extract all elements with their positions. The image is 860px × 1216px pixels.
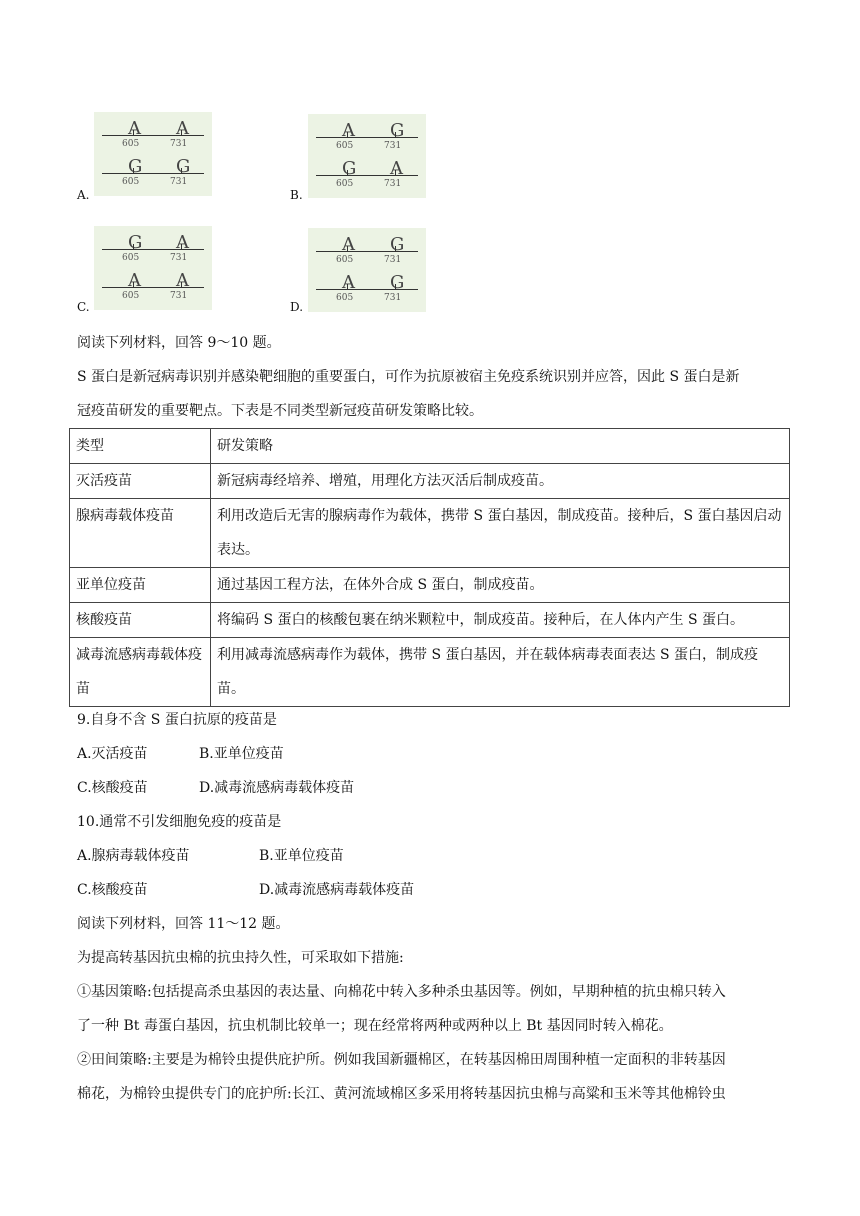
reading-instruction: 阅读下列材料，回答 11～12 题。 — [77, 916, 290, 932]
option-a-letter: A. — [77, 188, 90, 202]
position-label: 731 — [170, 291, 188, 301]
position-label: 731 — [384, 141, 402, 151]
material-text: ①基因策略:包括提高杀虫基因的表达量、向棉花中转入多种杀虫基因等。例如，早期种植的抗虫棉只转入 — [77, 984, 726, 1000]
table-row — [70, 499, 790, 568]
allele-base: A — [128, 118, 141, 139]
position-label: 605 — [336, 179, 354, 189]
option-b-letter: B. — [290, 188, 303, 202]
vaccine-strategy: 新冠病毒经培养、增殖，用理化方法灭活后制成疫苗。 — [211, 464, 790, 499]
table-header: 类型 — [70, 429, 211, 464]
reading-instruction: 阅读下列材料，回答 9～10 题。 — [77, 335, 281, 351]
vaccine-strategy: 利用改造后无害的腺病毒作为载体，携带 S 蛋白基因，制成疫苗。接种后，S 蛋白基因启动表达。 — [211, 499, 790, 568]
table-header-row — [70, 429, 790, 464]
question-9-option-c: C.核酸疫苗 — [77, 780, 148, 796]
table-row — [70, 464, 790, 499]
vaccine-strategy: 将编码 S 蛋白的核酸包裹在纳米颗粒中，制成疫苗。接种后，在人体内产生 S 蛋白。 — [211, 603, 790, 638]
table-row — [70, 638, 790, 707]
allele-base: A — [176, 232, 189, 253]
material-text: S 蛋白是新冠病毒识别并感染靶细胞的重要蛋白，可作为抗原被宿主免疫系统识别并应答，因此 S 蛋白是新 — [77, 369, 740, 385]
table-row — [70, 568, 790, 603]
material-text: 棉花，为棉铃虫提供专门的庇护所:长江、黄河流域棉区多采用将转基因抗虫棉与高粱和玉米等其他棉铃虫 — [77, 1086, 726, 1102]
option-d-letter: D. — [290, 300, 304, 314]
allele-diagram-d — [308, 228, 426, 312]
position-label: 731 — [170, 253, 188, 263]
allele-base: A — [390, 158, 403, 179]
position-label: 731 — [170, 177, 188, 187]
vaccine-type: 亚单位疫苗 — [70, 568, 211, 603]
position-label: 605 — [336, 141, 354, 151]
table-header: 研发策略 — [211, 429, 790, 464]
material-text: ②田间策略:主要是为棉铃虫提供庇护所。例如我国新疆棉区，在转基因棉田周围种植一定面积的非转基因 — [77, 1052, 726, 1068]
allele-base: A — [176, 270, 189, 291]
position-label: 731 — [384, 293, 402, 303]
material-text: 了一种 Bt 毒蛋白基因，抗虫机制比较单一；现在经常将两种或两种以上 Bt 基因同时转入棉花。 — [77, 1018, 673, 1034]
allele-base: G — [176, 156, 191, 177]
material-text: 为提高转基因抗虫棉的抗虫持久性，可采取如下措施: — [77, 950, 404, 966]
vaccine-type: 核酸疫苗 — [70, 603, 211, 638]
question-10-stem: 10.通常不引发细胞免疫的疫苗是 — [77, 814, 282, 830]
position-label: 605 — [336, 255, 354, 265]
position-label: 605 — [122, 139, 140, 149]
position-label: 605 — [122, 253, 140, 263]
material-text: 冠疫苗研发的重要靶点。下表是不同类型新冠疫苗研发策略比较。 — [77, 403, 483, 419]
question-9-option-d: D.减毒流感病毒载体疫苗 — [199, 780, 355, 796]
question-10-option-a: A.腺病毒载体疫苗 — [77, 848, 190, 864]
allele-base: G — [342, 158, 357, 179]
allele-base: G — [390, 272, 405, 293]
allele-base: A — [342, 120, 355, 141]
vaccine-type: 腺病毒载体疫苗 — [70, 499, 211, 568]
allele-base: A — [176, 118, 189, 139]
allele-diagram-c — [94, 226, 212, 310]
question-9-option-b: B.亚单位疫苗 — [199, 746, 284, 762]
question-9-option-a: A.灭活疫苗 — [77, 746, 148, 762]
vaccine-type: 减毒流感病毒载体疫苗 — [70, 638, 211, 707]
allele-base: A — [342, 234, 355, 255]
allele-diagram-a — [94, 112, 212, 196]
position-label: 605 — [336, 293, 354, 303]
vaccine-strategy: 通过基因工程方法，在体外合成 S 蛋白，制成疫苗。 — [211, 568, 790, 603]
allele-diagram-b — [308, 114, 426, 198]
allele-base: G — [128, 156, 143, 177]
question-9-stem: 9.自身不含 S 蛋白抗原的疫苗是 — [77, 712, 277, 728]
question-10-option-c: C.核酸疫苗 — [77, 882, 148, 898]
position-label: 605 — [122, 291, 140, 301]
allele-base: G — [128, 232, 143, 253]
question-10-option-d: D.减毒流感病毒载体疫苗 — [259, 882, 415, 898]
vaccine-type: 灭活疫苗 — [70, 464, 211, 499]
position-label: 731 — [384, 255, 402, 265]
position-label: 731 — [384, 179, 402, 189]
allele-base: A — [342, 272, 355, 293]
vaccine-strategy: 利用减毒流感病毒作为载体，携带 S 蛋白基因，并在载体病毒表面表达 S 蛋白，制成疫苗。 — [211, 638, 790, 707]
option-c-letter: C. — [77, 300, 90, 314]
allele-base: A — [128, 270, 141, 291]
position-label: 605 — [122, 177, 140, 187]
table-row — [70, 603, 790, 638]
position-label: 731 — [170, 139, 188, 149]
allele-base: G — [390, 234, 405, 255]
question-10-option-b: B.亚单位疫苗 — [259, 848, 344, 864]
vaccine-strategy-table — [69, 428, 790, 707]
allele-base: G — [390, 120, 405, 141]
